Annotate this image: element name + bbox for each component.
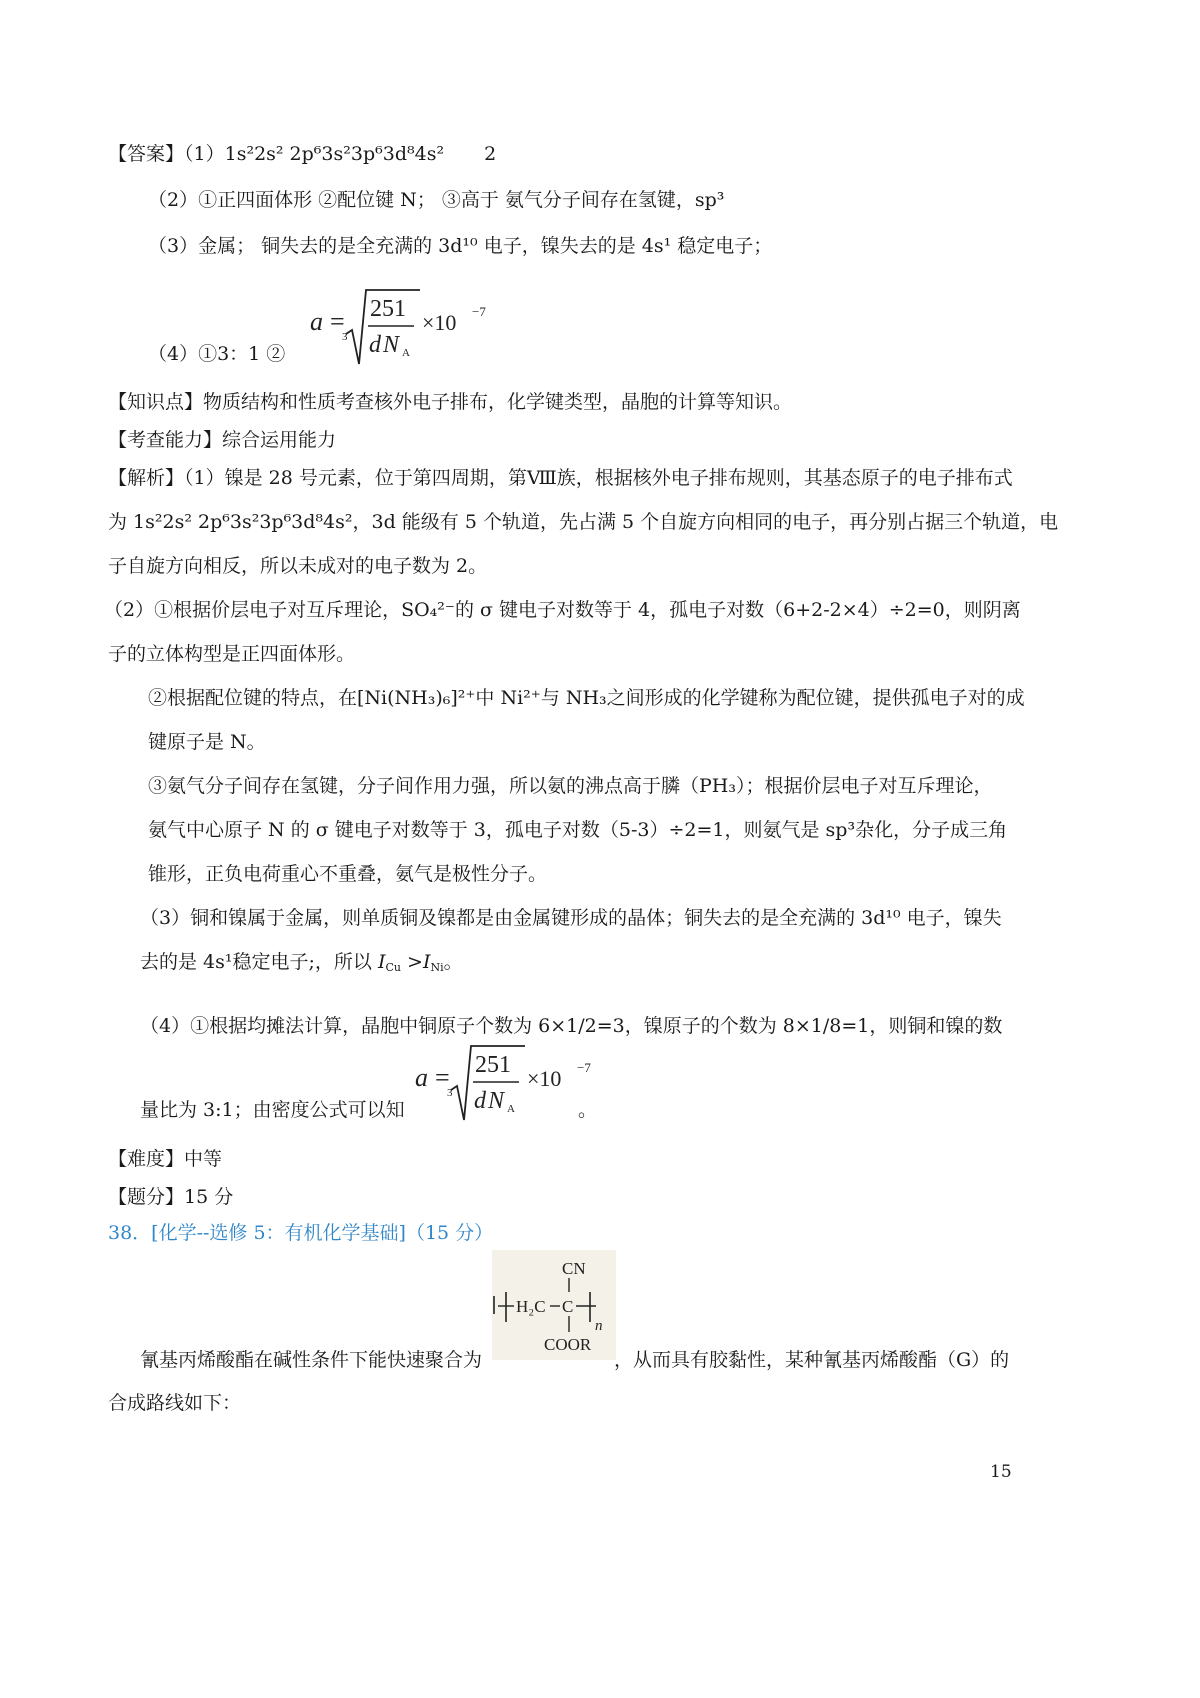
formula-root-index: 3 (342, 331, 348, 343)
analysis-line-2: 为 1s²2s² 2p⁶3s²3p⁶3d⁸4s²，3d 能级有 5 个轨道，先占满 5 个自旋方向相同的电子，再分别占据三个轨道，电 (108, 511, 1059, 533)
analysis-line-8: ③氨气分子间存在氢键，分子间作用力强，所以氨的沸点高于膦（PH₃）；根据价层电子对互斥理论， (148, 775, 993, 797)
score-text: 15 分 (184, 1186, 234, 1208)
ability-tag: 【考查能力】 (108, 429, 223, 451)
formula-denominator-n: N (383, 332, 400, 358)
polymer-center-carbon: C (562, 1297, 574, 1316)
analysis-line-5: 子的立体构型是正四面体形。 (108, 643, 356, 665)
polymer-structure (492, 1250, 616, 1360)
formula-eq: = (330, 307, 345, 336)
score-line (108, 1183, 233, 1211)
difficulty-line (108, 1145, 222, 1173)
formula-exponent: −7 (472, 304, 486, 319)
answer-line-1 (108, 140, 496, 168)
formula-denominator-d: d (369, 332, 381, 358)
knowledge-text: 物质结构和性质考查核外电子排布，化学键类型，晶胞的计算等知识。 (203, 391, 793, 413)
formula-numerator: 251 (475, 1052, 511, 1078)
ionization-ni-symbol: I (422, 951, 431, 973)
answer-unpaired-count: 2 (484, 143, 497, 165)
ability-text: 综合运用能力 (222, 429, 337, 451)
score-tag: 【题分】 (108, 1186, 185, 1208)
formula-lhs: a (310, 307, 323, 336)
analysis-line-1 (108, 464, 1013, 492)
ability-line (108, 426, 336, 454)
answer-part1-label: （1） (184, 143, 225, 165)
lattice-formula-1 (300, 282, 520, 382)
analysis-line-14: 量比为 3:1；由密度公式可以知 (140, 1099, 405, 1121)
answer-electron-config: 1s²2s² 2p⁶3s²3p⁶3d⁸4s² (224, 143, 445, 165)
formula-numerator: 251 (370, 296, 406, 322)
polymer-cn-group: CN (562, 1259, 586, 1278)
analysis-line-6: ②根据配位键的特点，在[Ni(NH₃)₆]²⁺中 Ni²⁺与 NH₃之间形成的化学键称为配位键，提供孤电子对的成 (148, 687, 1025, 709)
question-38-line-1-pre: 氰基丙烯酸酯在碱性条件下能快速聚合为 (140, 1349, 483, 1371)
difficulty-text: 中等 (184, 1148, 223, 1170)
formula-denominator-sub: A (507, 1103, 515, 1115)
ionization-cu-sub: Cu (385, 961, 401, 974)
formula-denominator-sub: A (402, 347, 410, 359)
analysis-line-11: （3）铜和镍属于金属，则单质铜及镍都是由金属键形成的晶体；铜失去的是全充满的 3d¹⁰ 电子，镍失 (140, 907, 1002, 929)
difficulty-tag: 【难度】 (108, 1148, 185, 1170)
ionization-cu-symbol: I (377, 951, 386, 973)
analysis-line-12 (140, 948, 463, 976)
answer-line-3: （3）金属； 铜失去的是全充满的 3d¹⁰ 电子，镍失去的是 4s¹ 稳定电子； (148, 235, 773, 257)
analysis-line-7: 键原子是 N。 (148, 731, 266, 753)
formula-exponent: −7 (577, 1060, 591, 1075)
formula-denominator-d: d (474, 1088, 486, 1114)
polymer-coor-group: COOR (544, 1335, 592, 1354)
knowledge-tag: 【知识点】 (108, 391, 204, 413)
analysis-text-1: （1）镍是 28 号元素，位于第四周期，第Ⅷ族，根据核外电子排布规则，其基态原子的电子排布式 (184, 467, 1013, 489)
analysis-line-14-end: 。 (578, 1099, 598, 1121)
formula-lhs: a (415, 1063, 428, 1092)
answer-line-2: （2）①正四面体形 ②配位键 N； ③高于 氨气分子间存在氢键，sp³ (148, 189, 725, 211)
question-38-line-2: 合成路线如下： (108, 1392, 242, 1414)
knowledge-line (108, 388, 792, 416)
formula-denominator-n: N (488, 1088, 505, 1114)
polymer-ch2: H₂C (516, 1297, 546, 1316)
answer-tag: 【答案】 (108, 143, 185, 165)
formula-root-index: 3 (447, 1087, 453, 1099)
page-number: 15 (990, 1462, 1012, 1482)
polymer-repeat-n: n (595, 1318, 603, 1334)
formula-eq: = (435, 1063, 450, 1092)
answer-line-4: （4）①3：1 ② (148, 343, 286, 365)
ionization-gt: > (400, 951, 423, 973)
formula-times: ×10 (527, 1066, 562, 1091)
analysis-text-12: 去的是 4s¹稳定电子;，所以 (140, 951, 372, 973)
question-38-heading: 38．[化学--选修 5：有机化学基础]（15 分） (108, 1222, 494, 1244)
ionization-ni-sub: Ni (430, 961, 444, 974)
formula-times: ×10 (422, 310, 457, 335)
question-38-line-1-post: ，从而具有胶黏性，某种氰基丙烯酸酯（G）的 (614, 1349, 1010, 1371)
analysis-line-3: 子自旋方向相反，所以未成对的电子数为 2。 (108, 555, 488, 577)
analysis-line-9: 氨气中心原子 N 的 σ 键电子对数等于 3，孤电子对数（5-3）÷2=1，则氨气是 sp³杂化，分子成三角 (148, 819, 1008, 841)
analysis-line-13: （4）①根据均摊法计算，晶胞中铜原子个数为 6×1/2=3，镍原子的个数为 8×1/8=1，则铜和镍的数 (140, 1015, 1003, 1037)
analysis-line-10: 锥形，正负电荷重心不重叠，氨气是极性分子。 (148, 863, 548, 885)
analysis-line-12-end: 。 (443, 951, 463, 973)
analysis-tag: 【解析】 (108, 467, 185, 489)
analysis-line-4: （2）①根据价层电子对互斥理论，SO₄²⁻的 σ 键电子对数等于 4，孤电子对数（6+2-2×4）÷2=0，则阴离 (104, 599, 1021, 621)
